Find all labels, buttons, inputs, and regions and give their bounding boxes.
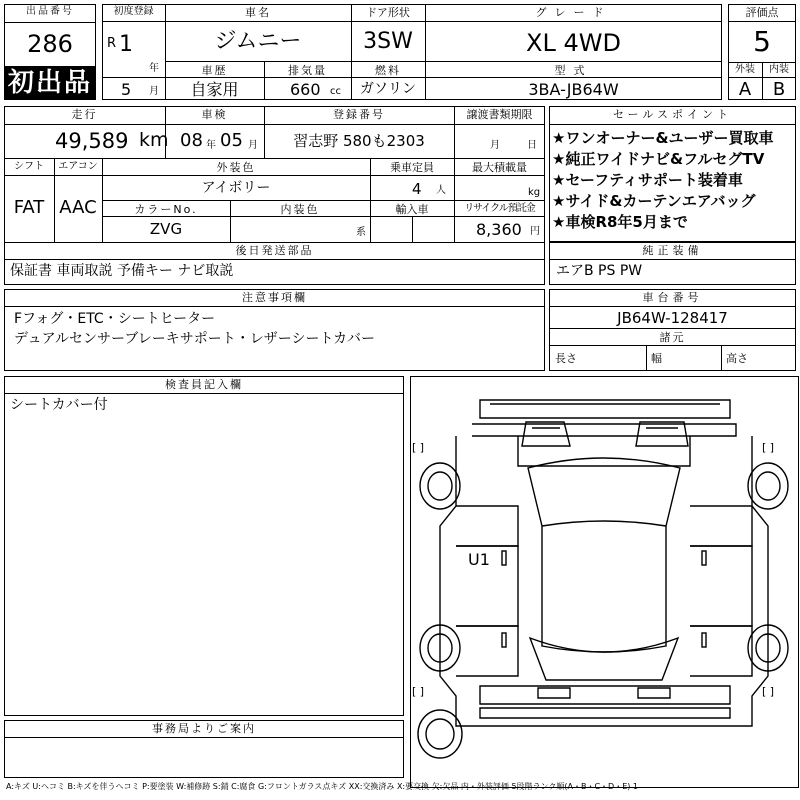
shift-label: シフト (14, 161, 44, 172)
int-score-value: B (772, 79, 786, 100)
bracket-right-front: [ ] (762, 441, 775, 454)
car-damage-diagram (410, 376, 799, 788)
grade-label: グレード (535, 6, 612, 19)
lot-label: 出品番号 (26, 6, 74, 17)
sales-points-label: セールスポイント (612, 108, 732, 121)
notes-line-2: デュアルセンサーブレーキサポート・レザーシートカバー (14, 331, 376, 347)
lot-number: 286 (27, 30, 73, 58)
plate-label: 登録番号 (333, 108, 385, 121)
import-label: 輸入車 (395, 203, 429, 216)
transfer-day-unit: 日 (527, 140, 537, 151)
history-label: 車歴 (201, 64, 228, 77)
plate-value: 習志野 580も2303 (293, 132, 425, 150)
grade-value: XL 4WD (526, 29, 621, 57)
shift-value: FAT (13, 197, 45, 218)
recycle-unit: 円 (530, 226, 540, 237)
model-code-value: 3BA-JB64W (528, 80, 619, 99)
aircon-label: エアコン (58, 161, 98, 172)
first-reg-year-unit: 年 (149, 63, 159, 74)
int-color-label: 内装色 (280, 203, 320, 216)
sales-points-list (552, 128, 774, 233)
inspection-year-unit: 年 (206, 140, 216, 151)
color-no-label: カラーNo. (134, 203, 198, 216)
ext-score-label: 外装 (735, 64, 755, 75)
mileage-unit: km (139, 129, 169, 151)
fuel-label: 燃料 (375, 64, 401, 77)
inspector-label: 検査員記入欄 (165, 378, 243, 391)
ext-score-value: A (738, 79, 752, 100)
equipment-label: 純正装備 (642, 244, 703, 257)
height-label: 高さ (726, 352, 748, 365)
door-value: 3SW (363, 29, 413, 54)
sales-point: ★セーフティサポート装着車 (552, 171, 743, 189)
car-name-label: 車名 (245, 6, 271, 19)
notes-label: 注意事項欄 (242, 291, 307, 304)
history-value: 自家用 (190, 80, 239, 99)
inspection-year: 08 (180, 130, 203, 151)
later-label: 後日発送部品 (235, 244, 314, 257)
sales-point: ★純正ワイドナビ&フルセグTV (552, 150, 765, 168)
first-listing-badge: 初出品 (5, 66, 95, 100)
inspector-box (4, 376, 404, 716)
transfer-month-unit: 月 (490, 140, 500, 151)
office-label: 事務局よりご案内 (152, 722, 256, 735)
load-unit: kg (528, 187, 541, 198)
mileage-label: 走行 (71, 108, 98, 121)
ext-color-value: アイボリー (201, 180, 271, 196)
notes-line-1: Fフォグ・ETC・シートヒーター (14, 311, 216, 327)
recycle-value: 8,360 (476, 220, 522, 239)
bracket-right-rear: [ ] (762, 685, 775, 698)
color-no-value: ZVG (149, 220, 183, 238)
length-label: 長さ (555, 352, 577, 365)
mileage-value: 49,589 (55, 129, 129, 153)
damage-mark: U1 (468, 550, 490, 569)
bracket-left-rear: [ ] (412, 685, 425, 698)
aircon-value: AAC (59, 197, 97, 218)
displacement-value: 660 (290, 80, 321, 99)
sales-point: ★サイド&カーテンエアバッグ (552, 192, 756, 210)
inspection-month-unit: 月 (248, 140, 258, 151)
capacity-label: 乗車定員 (390, 161, 434, 174)
door-label: ドア形状 (366, 6, 410, 19)
bracket-left-front: [ ] (412, 441, 425, 454)
width-label: 幅 (651, 352, 662, 365)
first-reg-era: R (107, 36, 117, 51)
transfer-label: 譲渡書類期限 (466, 108, 533, 121)
inspection-label: 車検 (201, 108, 228, 121)
displacement-label: 排気量 (288, 64, 327, 77)
equipment-value: エアB PS PW (556, 263, 643, 279)
score-value: 5 (753, 25, 771, 58)
car-name-value: ジムニー (214, 29, 302, 54)
specs-label: 諸元 (659, 331, 686, 344)
int-color-unit: 系 (356, 227, 366, 238)
int-score-label: 内装 (769, 64, 789, 75)
score-label: 評価点 (745, 6, 779, 19)
first-reg-month-unit: 月 (149, 86, 159, 97)
inspection-month: 05 (220, 130, 243, 151)
recycle-label: リサイクル預託金 (464, 203, 535, 214)
model-code-label: 型式 (554, 64, 593, 77)
displacement-unit: cc (330, 86, 341, 97)
fuel-value: ガソリン (360, 81, 416, 97)
capacity-unit: 人 (436, 185, 446, 196)
first-reg-month: 5 (121, 80, 132, 99)
sales-point: ★車検R8年5月まで (552, 213, 688, 231)
capacity-value: 4 (412, 180, 422, 198)
later-value: 保証書 車両取説 予備キー ナビ取説 (10, 263, 234, 279)
inspector-value: シートカバー付 (10, 397, 108, 413)
chassis-value: JB64W-128417 (617, 309, 728, 327)
load-label: 最大積載量 (472, 161, 527, 174)
first-reg-year: 1 (119, 32, 133, 57)
ext-color-label: 外装色 (216, 161, 256, 174)
legend: A:キズ U:ヘコミ B:キズを伴うヘコミ P:要塗装 W:補修跡 S:錆 C:腐食 G:フロントガラス点キズ XX:交換済み X:要交換 欠:欠品 内・外装評価 5段階ランク順(A・B・C・D・E) 1 (6, 782, 639, 791)
sales-point: ★ワンオーナー&ユーザー買取車 (552, 129, 774, 147)
first-reg-label: 初度登録 (113, 6, 154, 17)
chassis-label: 車台番号 (642, 291, 703, 304)
